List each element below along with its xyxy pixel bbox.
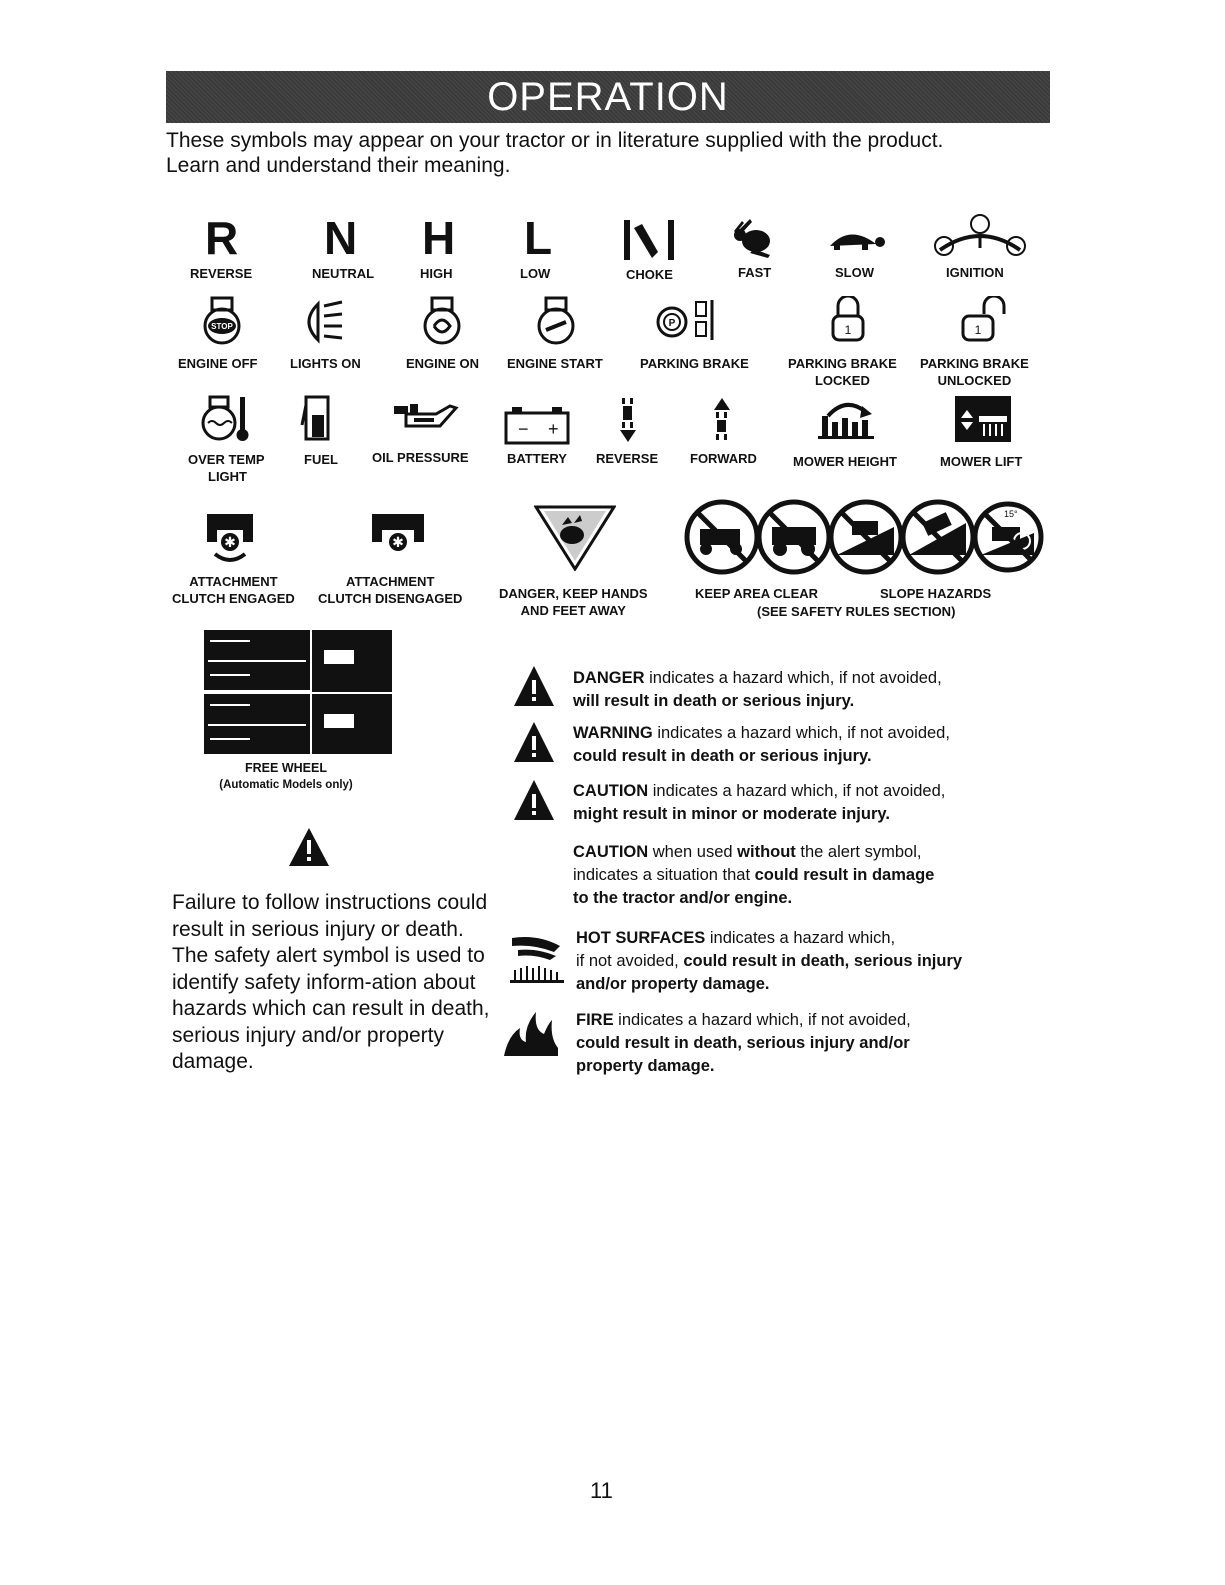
danger-definition: DANGER indicates a hazard which, if not avoided, will result in death or serious injury. — [573, 669, 942, 710]
oil-pressure-label: OIL PRESSURE — [372, 450, 469, 465]
slow-label: SLOW — [835, 265, 874, 280]
over-temp-label: OVER TEMP LIGHT — [188, 452, 265, 484]
fuel-label: FUEL — [304, 452, 338, 467]
engine-on-label: ENGINE ON — [406, 356, 479, 371]
svg-text:P: P — [668, 318, 676, 329]
forward-label: FORWARD — [690, 451, 757, 466]
ignition-label: IGNITION — [946, 265, 1004, 280]
svg-text:−: − — [518, 419, 529, 439]
ignition-icon — [930, 212, 1030, 257]
choke-label: CHOKE — [626, 267, 673, 282]
intro-text: These symbols may appear on your tractor or in literature supplied with the product. Learn and understand their meaning. — [166, 129, 944, 177]
svg-text:15°: 15° — [1004, 509, 1018, 519]
svg-text:1: 1 — [974, 323, 982, 337]
neutral-letter-icon: N — [324, 212, 358, 264]
mower-lift-label: MOWER LIFT — [940, 454, 1023, 469]
prohibition-signs-icon — [682, 497, 1044, 577]
svg-text:1: 1 — [844, 323, 852, 337]
clutch-disengaged-icon — [370, 510, 426, 558]
keep-hands-away-label: DANGER, KEEP HANDS AND FEET AWAY — [499, 586, 648, 618]
low-label: LOW — [520, 266, 551, 281]
neutral-label: NEUTRAL — [312, 266, 375, 281]
fast-label: FAST — [738, 265, 772, 280]
high-label: HIGH — [420, 266, 453, 281]
reverse-direction-label: REVERSE — [596, 451, 659, 466]
warning-alert-icon — [512, 720, 556, 764]
section-banner — [166, 71, 1050, 123]
mower-height-icon — [816, 394, 880, 440]
battery-label: BATTERY — [507, 451, 567, 466]
keep-hands-away-icon — [534, 505, 616, 571]
high-letter-icon: H — [422, 212, 456, 264]
danger-alert-icon — [512, 664, 556, 708]
hot-surface-icon — [508, 928, 566, 988]
low-letter-icon: L — [524, 212, 553, 264]
keep-area-clear-label: KEEP AREA CLEAR — [695, 586, 819, 601]
parking-brake-unlocked-label: PARKING BRAKE UNLOCKED — [920, 356, 1029, 388]
parking-brake-locked-label: PARKING BRAKE LOCKED — [788, 356, 897, 388]
engine-off-label: ENGINE OFF — [178, 356, 258, 371]
rabbit-fast-icon — [728, 215, 778, 260]
parking-brake-icon — [650, 298, 720, 342]
mower-height-label: MOWER HEIGHT — [793, 454, 897, 469]
padlock-unlocked-icon — [960, 296, 1010, 344]
failure-warning-text: Failure to follow instructions could result in serious injury or death. The safety alert symbol is used to identify safety inform-ation about hazards which can result in death, serious injury and/or property damage. — [172, 891, 490, 1073]
over-temp-icon — [200, 395, 250, 443]
engine-start-icon — [534, 296, 578, 346]
safety-alert-icon — [287, 826, 331, 868]
engine-on-icon — [420, 296, 464, 346]
turtle-slow-icon — [820, 222, 890, 252]
warning-definition: WARNING indicates a hazard which, if not avoided, could result in death or serious injury. — [573, 724, 950, 765]
svg-text:✱: ✱ — [392, 535, 404, 551]
padlock-locked-icon — [830, 296, 866, 344]
reverse-arrow-icon — [618, 396, 638, 444]
engine-start-label: ENGINE START — [507, 356, 603, 371]
mower-lift-icon — [955, 396, 1011, 442]
fire-definition: FIRE indicates a hazard which, if not avoided, could result in death, serious injury and/or property damage. — [576, 1011, 911, 1075]
lights-on-label: LIGHTS ON — [290, 356, 361, 371]
lights-on-icon — [296, 298, 346, 346]
fire-icon — [500, 1008, 562, 1058]
clutch-disengaged-label: ATTACHMENT CLUTCH DISENGAGED — [318, 574, 463, 606]
caution-definition: CAUTION indicates a hazard which, if not avoided, might result in minor or moderate injury. — [573, 782, 946, 823]
clutch-engaged-label: ATTACHMENT CLUTCH ENGAGED — [172, 574, 295, 606]
free-wheel-icon — [204, 630, 392, 754]
forward-arrow-icon — [712, 396, 732, 444]
svg-text:STOP: STOP — [211, 322, 233, 331]
battery-icon — [504, 405, 572, 445]
parking-brake-label: PARKING BRAKE — [640, 356, 749, 371]
safety-rules-note: (SEE SAFETY RULES SECTION) — [757, 604, 956, 619]
section-title: OPERATION — [487, 74, 729, 119]
svg-text:✱: ✱ — [224, 535, 236, 551]
page-number: 11 — [590, 1478, 613, 1503]
reverse-letter-icon: R — [205, 212, 239, 264]
caution-alert-icon — [512, 778, 556, 822]
svg-text:+: + — [548, 419, 559, 439]
fuel-pump-icon — [300, 395, 336, 441]
slope-hazards-label: SLOPE HAZARDS — [880, 586, 992, 601]
oil-can-icon — [392, 400, 462, 434]
reverse-label: REVERSE — [190, 266, 253, 281]
choke-icon — [620, 218, 680, 263]
free-wheel-label: FREE WHEEL (Automatic Models only) — [219, 761, 353, 791]
hot-surfaces-definition: HOT SURFACES indicates a hazard which, if not avoided, could result in death, serious injury and/or property damage. — [576, 929, 963, 993]
engine-off-icon — [200, 296, 244, 346]
clutch-engaged-icon — [203, 510, 257, 566]
caution-no-symbol-definition: CAUTION when used without the alert symbol, indicates a situation that could result in damage to the tractor and/or engine. — [573, 843, 935, 907]
